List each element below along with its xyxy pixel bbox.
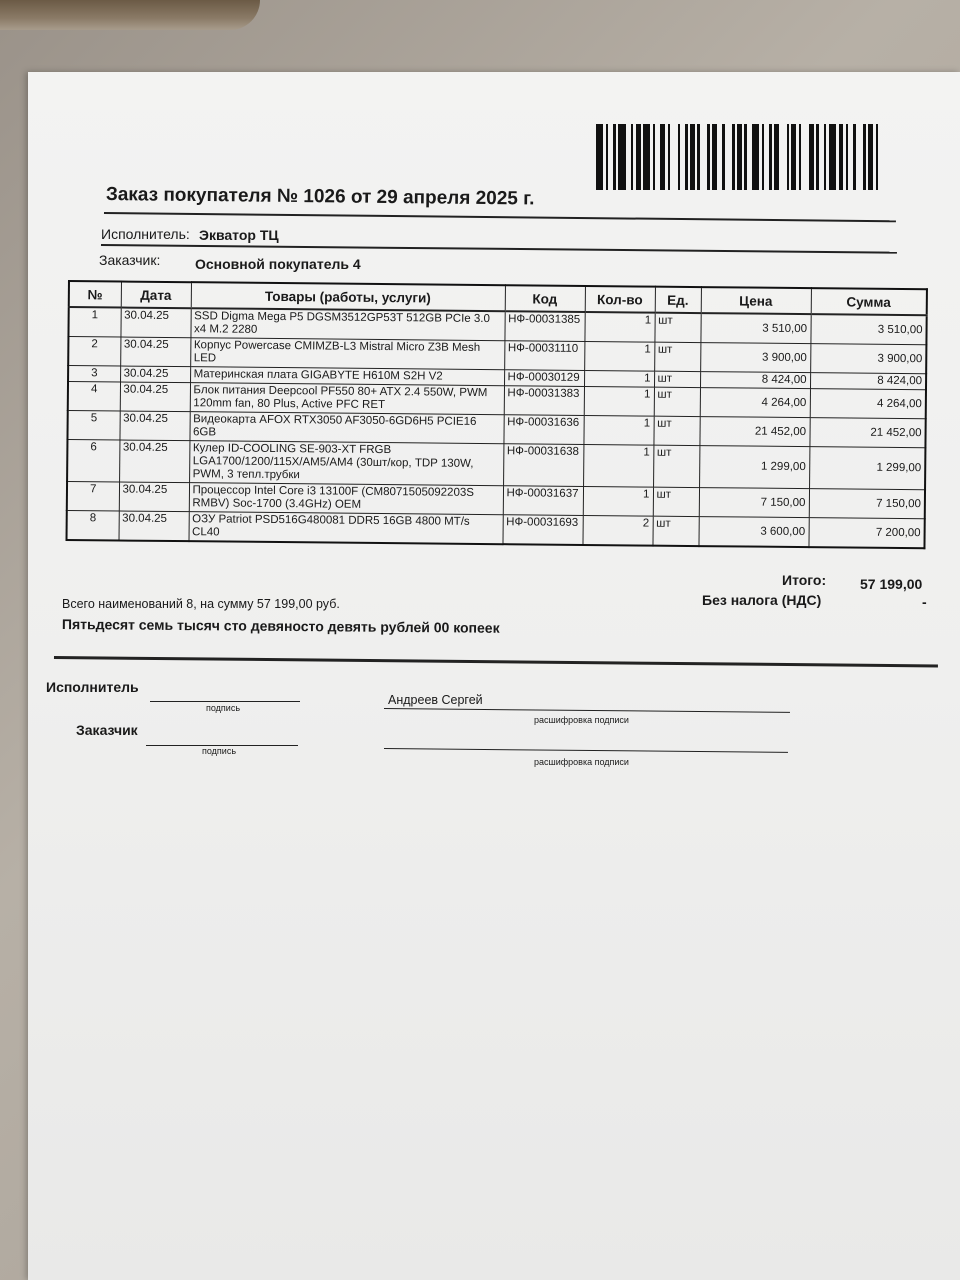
row-price: 3 600,00: [698, 517, 808, 548]
row-unit: шт: [652, 516, 698, 546]
row-qty: 2: [582, 515, 652, 545]
row-number: 8: [67, 510, 119, 540]
sign-customer-label: Заказчик: [76, 722, 138, 738]
row-sum: 8 424,00: [810, 373, 926, 390]
row-unit: шт: [653, 487, 699, 516]
total-label: Итого:: [782, 572, 827, 588]
executor-decode-caption: расшифровка подписи: [534, 715, 629, 725]
total-value: 57 199,00: [860, 576, 923, 592]
row-code: НФ-00031385: [504, 311, 584, 341]
barcode-bar: [725, 124, 732, 190]
barcode-bar: [643, 124, 650, 190]
row-sum: 4 264,00: [810, 389, 926, 419]
row-qty: 1: [583, 444, 653, 487]
barcode-bar: [878, 124, 883, 190]
executor-decode-line: [384, 708, 790, 713]
row-qty: 1: [583, 486, 653, 516]
row-item: Корпус Powercase CMIMZB-L3 Mistral Micro Z3B Mesh LED: [190, 338, 504, 370]
row-date: 30.04.25: [119, 411, 189, 441]
title-underline: [104, 212, 896, 222]
row-price: 21 452,00: [699, 417, 809, 447]
row-date: 30.04.25: [120, 308, 190, 338]
header-cell: Код: [505, 285, 585, 312]
header-cell: Кол-во: [585, 286, 655, 313]
barcode-bar: [700, 124, 707, 190]
items-table: [65, 280, 927, 549]
executor-signature-line: [150, 701, 300, 702]
row-date: 30.04.25: [119, 511, 189, 541]
barcode: [596, 124, 884, 190]
document-title: Заказ покупателя № 1026 от 29 апреля 2025 г.: [105, 184, 535, 210]
row-code: НФ-00031693: [502, 515, 582, 545]
row-sum: 7 150,00: [809, 489, 925, 519]
row-unit: шт: [654, 342, 700, 371]
row-number: 6: [67, 440, 119, 482]
row-unit: шт: [654, 371, 700, 387]
row-number: 7: [67, 482, 119, 511]
row-qty: 1: [584, 370, 654, 387]
executor-signature-caption: подпись: [206, 703, 241, 713]
paper-sheet: [28, 72, 960, 1280]
header-cell: Товары (работы, услуги): [191, 282, 505, 311]
row-sum: 7 200,00: [808, 518, 924, 549]
row-price: 8 424,00: [700, 372, 810, 389]
row-item: Видеокарта AFOX RTX3050 AF3050-6GD6H5 PCIE16 6GB: [189, 412, 503, 444]
row-price: 3 510,00: [700, 313, 810, 344]
customer-decode-line: [384, 748, 788, 753]
row-qty: 1: [584, 312, 654, 342]
barcode-bar: [829, 124, 836, 190]
header-cell: Цена: [701, 287, 811, 314]
row-unit: шт: [653, 416, 699, 445]
summary-line: Всего наименований 8, на сумму 57 199,00 руб.: [62, 597, 340, 611]
row-number: 5: [67, 411, 119, 440]
row-price: 3 900,00: [700, 343, 810, 373]
row-sum: 3 900,00: [810, 344, 926, 374]
row-qty: 1: [584, 341, 654, 371]
row-code: НФ-00031638: [503, 444, 583, 487]
tax-value: -: [922, 594, 927, 610]
executor-value: Экватор ТЦ: [199, 227, 279, 243]
row-item: Блок питания Deepcool PF550 80+ ATX 2.4 550W, PWM 120mm fan, 80 Plus, Active PFC RET: [190, 383, 504, 415]
row-date: 30.04.25: [120, 337, 190, 367]
header-cell: №: [69, 281, 121, 307]
header-cell: Ед.: [655, 287, 701, 313]
row-item: ОЗУ Patriot PSD516G480081 DDR5 16GB 4800 MT/s CL40: [188, 512, 502, 545]
barcode-bar: [779, 124, 786, 190]
customer-signature-caption: подпись: [202, 746, 237, 756]
barcode-bar: [856, 124, 863, 190]
barcode-bar: [801, 124, 808, 190]
row-code: НФ-00031383: [504, 386, 584, 416]
row-price: 7 150,00: [699, 488, 809, 518]
row-item: Кулер ID-COOLING SE-903-XT FRGB LGA1700/1200/115X/AM5/AM4 (30шт/кор, TDP 130W, PWM, 3 тепл.трубки: [189, 441, 503, 486]
row-unit: шт: [653, 445, 699, 487]
items-table-wrap: [65, 280, 925, 549]
row-number: 4: [68, 382, 120, 411]
executor-label: Исполнитель:: [101, 226, 190, 242]
row-unit: шт: [654, 313, 700, 343]
row-number: 1: [68, 307, 120, 337]
row-date: 30.04.25: [119, 482, 189, 512]
summary-words: Пятьдесят семь тысяч сто девяносто девять рублей 00 копеек: [61, 616, 500, 636]
row-code: НФ-00030129: [504, 370, 584, 387]
row-unit: шт: [654, 387, 700, 416]
row-sum: 3 510,00: [810, 314, 926, 345]
customer-decode-caption: расшифровка подписи: [534, 757, 629, 767]
row-item: Процессор Intel Core i3 13100F (CM8071505092203S RMBV) Soc-1700 (3.4GHz) OEM: [189, 483, 503, 515]
sign-executor-label: Исполнитель: [46, 679, 139, 695]
barcode-bar: [618, 124, 625, 190]
row-code: НФ-00031636: [503, 415, 583, 445]
desk-object: [0, 0, 260, 30]
barcode-bar: [752, 124, 759, 190]
row-sum: 21 452,00: [809, 418, 925, 448]
row-date: 30.04.25: [120, 366, 190, 383]
row-number: 3: [68, 366, 120, 382]
row-code: НФ-00031637: [503, 486, 583, 516]
row-sum: 1 299,00: [809, 447, 925, 490]
row-qty: 1: [584, 386, 654, 416]
row-item: SSD Digma Mega P5 DGSM3512GP53T 512GB PCIe 3.0 x4 M.2 2280: [190, 308, 504, 341]
tax-label: Без налога (НДС): [702, 592, 822, 608]
row-number: 2: [68, 337, 120, 366]
barcode-bar: [670, 124, 677, 190]
row-date: 30.04.25: [120, 382, 190, 412]
customer-value: Основной покупатель 4: [195, 256, 361, 272]
row-price: 1 299,00: [699, 446, 809, 489]
customer-label: Заказчик:: [99, 252, 161, 268]
executor-name: Андреев Сергей: [388, 693, 483, 707]
summary-divider: [54, 656, 938, 667]
row-item: Материнская плата GIGABYTE H610M S2H V2: [190, 367, 504, 386]
row-code: НФ-00031110: [504, 341, 584, 371]
row-qty: 1: [583, 415, 653, 445]
header-cell: Сумма: [811, 288, 927, 315]
row-price: 4 264,00: [700, 388, 810, 418]
row-date: 30.04.25: [119, 440, 189, 483]
header-cell: Дата: [121, 282, 191, 309]
barcode-bar: [596, 124, 603, 190]
executor-underline: [101, 244, 897, 253]
